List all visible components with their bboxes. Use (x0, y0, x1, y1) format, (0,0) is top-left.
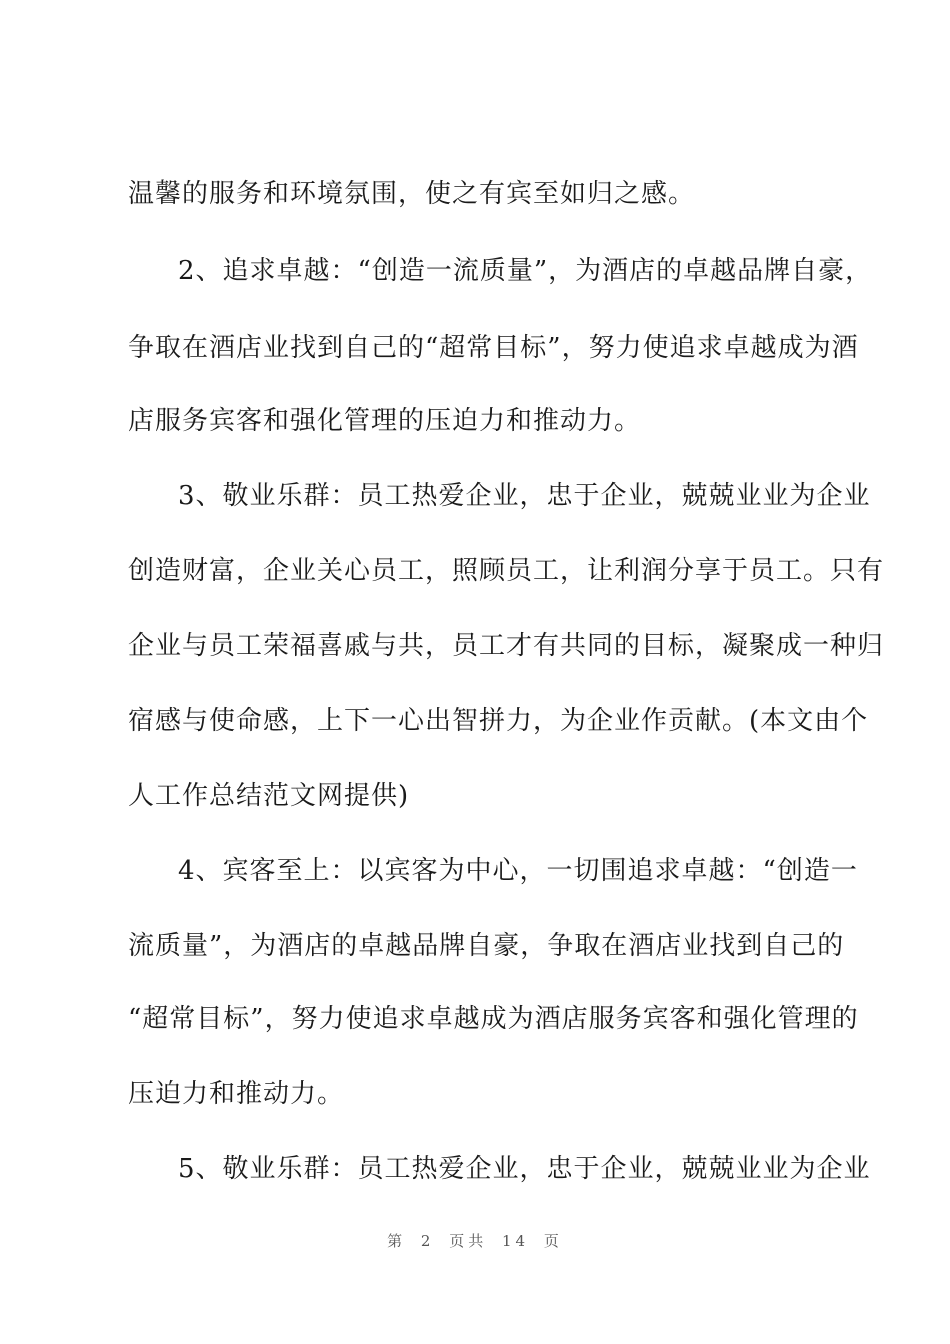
text-line: 创造财富，企业关心员工，照顾员工，让利润分享于员工。只有 (128, 556, 885, 586)
paragraph-3-line: 3、敬业乐群：员工热爱企业，忠于企业，兢兢业业为企业 (178, 481, 871, 511)
paragraph-5-line: 5、敬业乐群：员工热爱企业，忠于企业，兢兢业业为企业 (178, 1154, 871, 1184)
text-line: 温馨的服务和环境氛围，使之有宾至如归之感。 (128, 179, 696, 209)
text-line: “超常目标”，努力使追求卓越成为酒店服务宾客和强化管理的 (128, 1004, 859, 1034)
paragraph-2-line: 2、追求卓越：“创造一流质量”，为酒店的卓越品牌自豪， (178, 256, 873, 286)
text-line: 争取在酒店业找到自己的“超常目标”，努力使追求卓越成为酒 (128, 333, 859, 363)
paragraph-4-line: 4、宾客至上：以宾客为中心，一切围追求卓越：“创造一 (178, 856, 858, 886)
text-line: 流质量”，为酒店的卓越品牌自豪，争取在酒店业找到自己的 (128, 931, 845, 961)
text-line: 人工作总结范文网提供) (128, 781, 410, 811)
text-line: 压迫力和推动力。 (128, 1079, 345, 1109)
text-line: 店服务宾客和强化管理的压迫力和推动力。 (128, 406, 642, 436)
text-line: 企业与员工荣福喜戚与共，员工才有共同的目标，凝聚成一种归 (128, 631, 885, 661)
text-line: 宿感与使命感，上下一心出智拼力，为企业作贡献。(本文由个 (128, 706, 869, 736)
page-number-footer: 第 2 页共 14 页 (387, 1232, 563, 1250)
